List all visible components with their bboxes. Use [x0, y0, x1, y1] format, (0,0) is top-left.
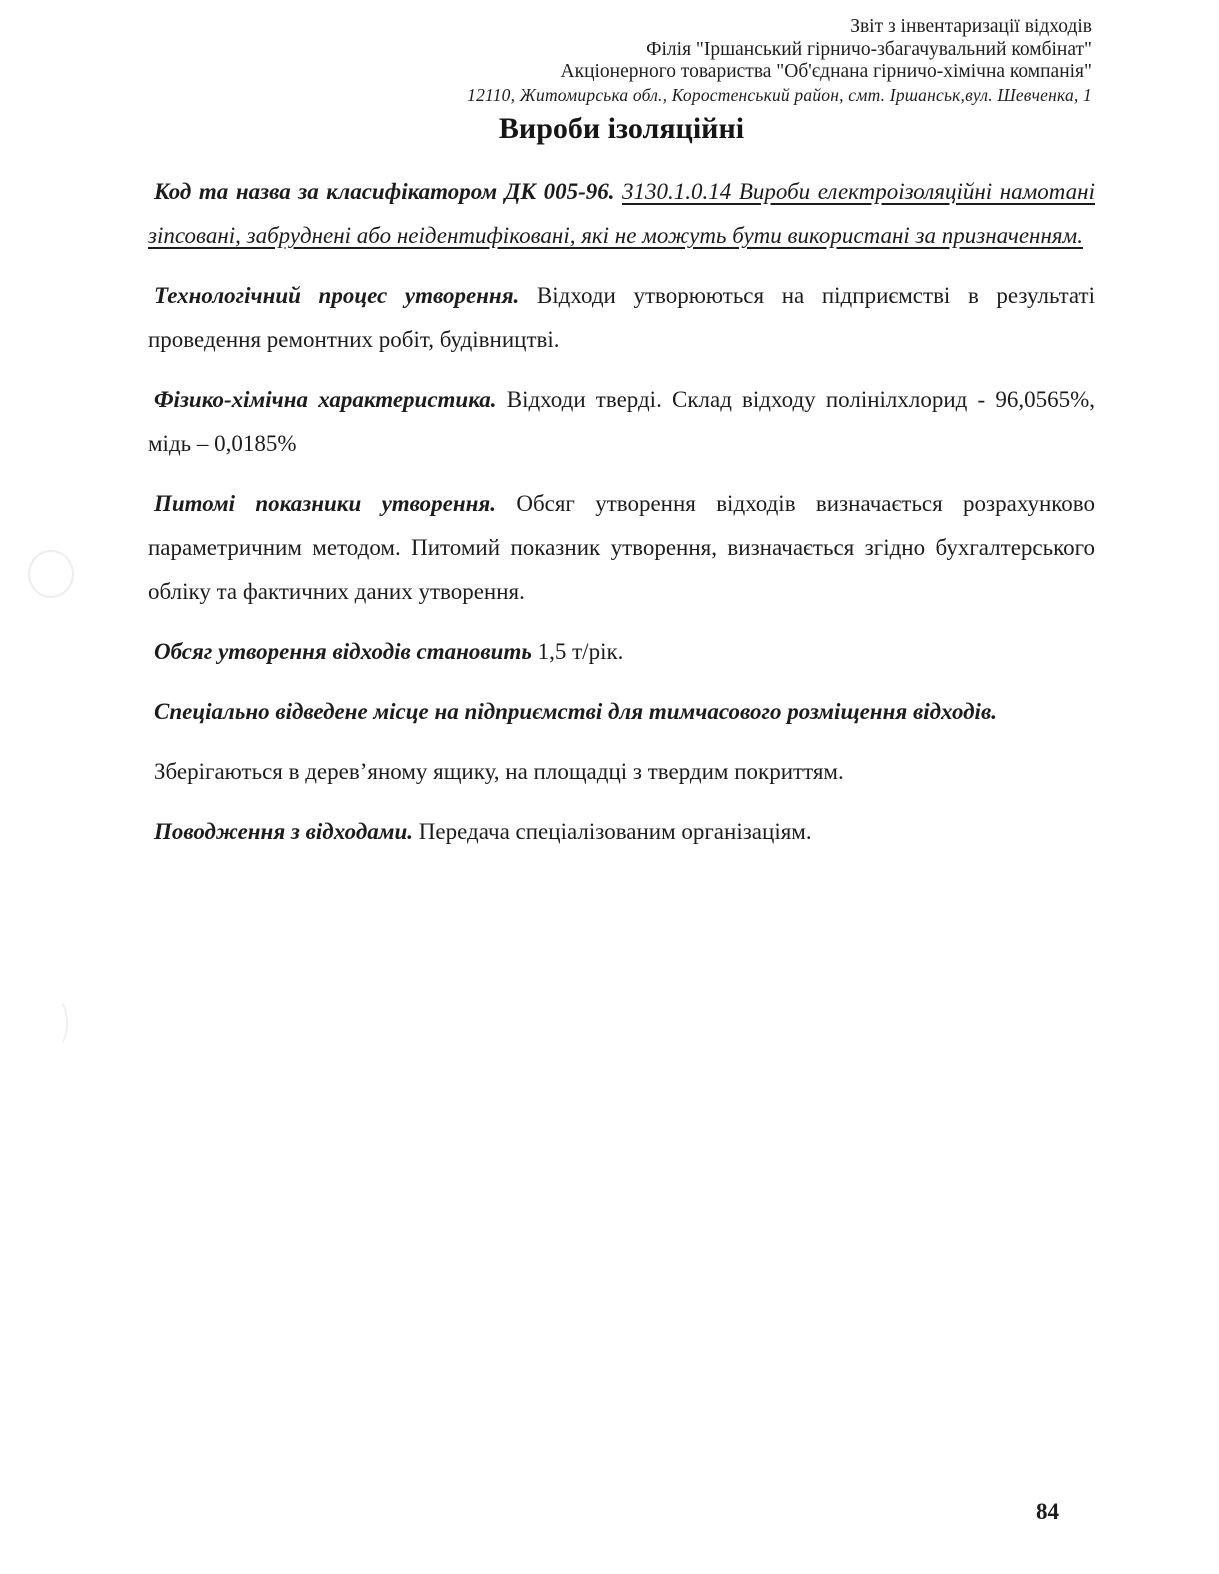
physchem-lead: Фізико-хімічна характеристика.	[154, 387, 497, 412]
paragraph-specific-rates	[148, 482, 1095, 614]
volume-lead: Обсяг утворення відходів становить	[154, 639, 532, 664]
paragraph-storage-detail	[148, 750, 1095, 794]
specific-rates-body: Обсяг утворення відходів визначається розрахунково параметричним методом. Питомий показник утворення, визначається згідно бухгалтерського обліку та фактичних даних утворення.	[148, 491, 1095, 604]
page-title: Вироби ізоляційні	[498, 112, 745, 145]
paragraph-classification	[148, 170, 1095, 258]
header-report-title: Звіт з інвентаризації відходів	[850, 16, 1092, 37]
paragraph-storage-place	[148, 690, 1095, 734]
scan-artifact	[44, 998, 68, 1048]
header-company-name: Акціонерного товариства "Об'єднана гірничо-хімічна компанія"	[560, 61, 1092, 82]
document-header	[467, 16, 1092, 106]
page-number: 84	[1036, 1499, 1059, 1524]
paragraph-handling	[148, 810, 1095, 854]
paragraph-physchem	[148, 378, 1095, 466]
process-body: Відходи утворюються на підприємстві в результаті проведення ремонтних робіт, будівництві.	[148, 283, 1095, 352]
paragraph-volume	[148, 630, 1095, 674]
document-body	[148, 170, 1095, 870]
process-lead: Технологічний процес утворення.	[154, 283, 520, 308]
volume-value: 1,5 т/рік.	[537, 639, 624, 664]
storage-place-lead: Спеціально відведене місце на підприємстві для тимчасового розміщення відходів.	[154, 699, 997, 724]
classification-lead: Код та назва за класифікатором ДК 005-96.	[154, 179, 615, 204]
scan-artifact	[28, 550, 74, 598]
classification-code-value: 3130.1.0.14 Вироби електроізоляційні намотані зіпсовані, забруднені або неідентифіковані, які не можуть бути використані за призначенням.	[148, 179, 1095, 248]
paragraph-process	[148, 274, 1095, 362]
handling-lead: Поводження з відходами.	[154, 819, 414, 844]
handling-body: Передача спеціалізованим організаціям.	[418, 819, 812, 844]
storage-detail-body: Зберігаються в дерев’яному ящику, на площадці з твердим покриттям.	[154, 759, 844, 784]
physchem-body: Відходи тверді. Склад відходу полінілхлорид - 96,0565%, мідь – 0,0185%	[148, 387, 1096, 456]
header-address: 12110, Житомирська обл., Коростенський район, смт. Іршанськ,вул. Шевченка, 1	[467, 84, 1092, 105]
header-branch-name: Філія "Іршанський гірничо-збагачувальний комбінат"	[646, 38, 1092, 60]
specific-rates-lead: Питомі показники утворення.	[154, 491, 496, 516]
